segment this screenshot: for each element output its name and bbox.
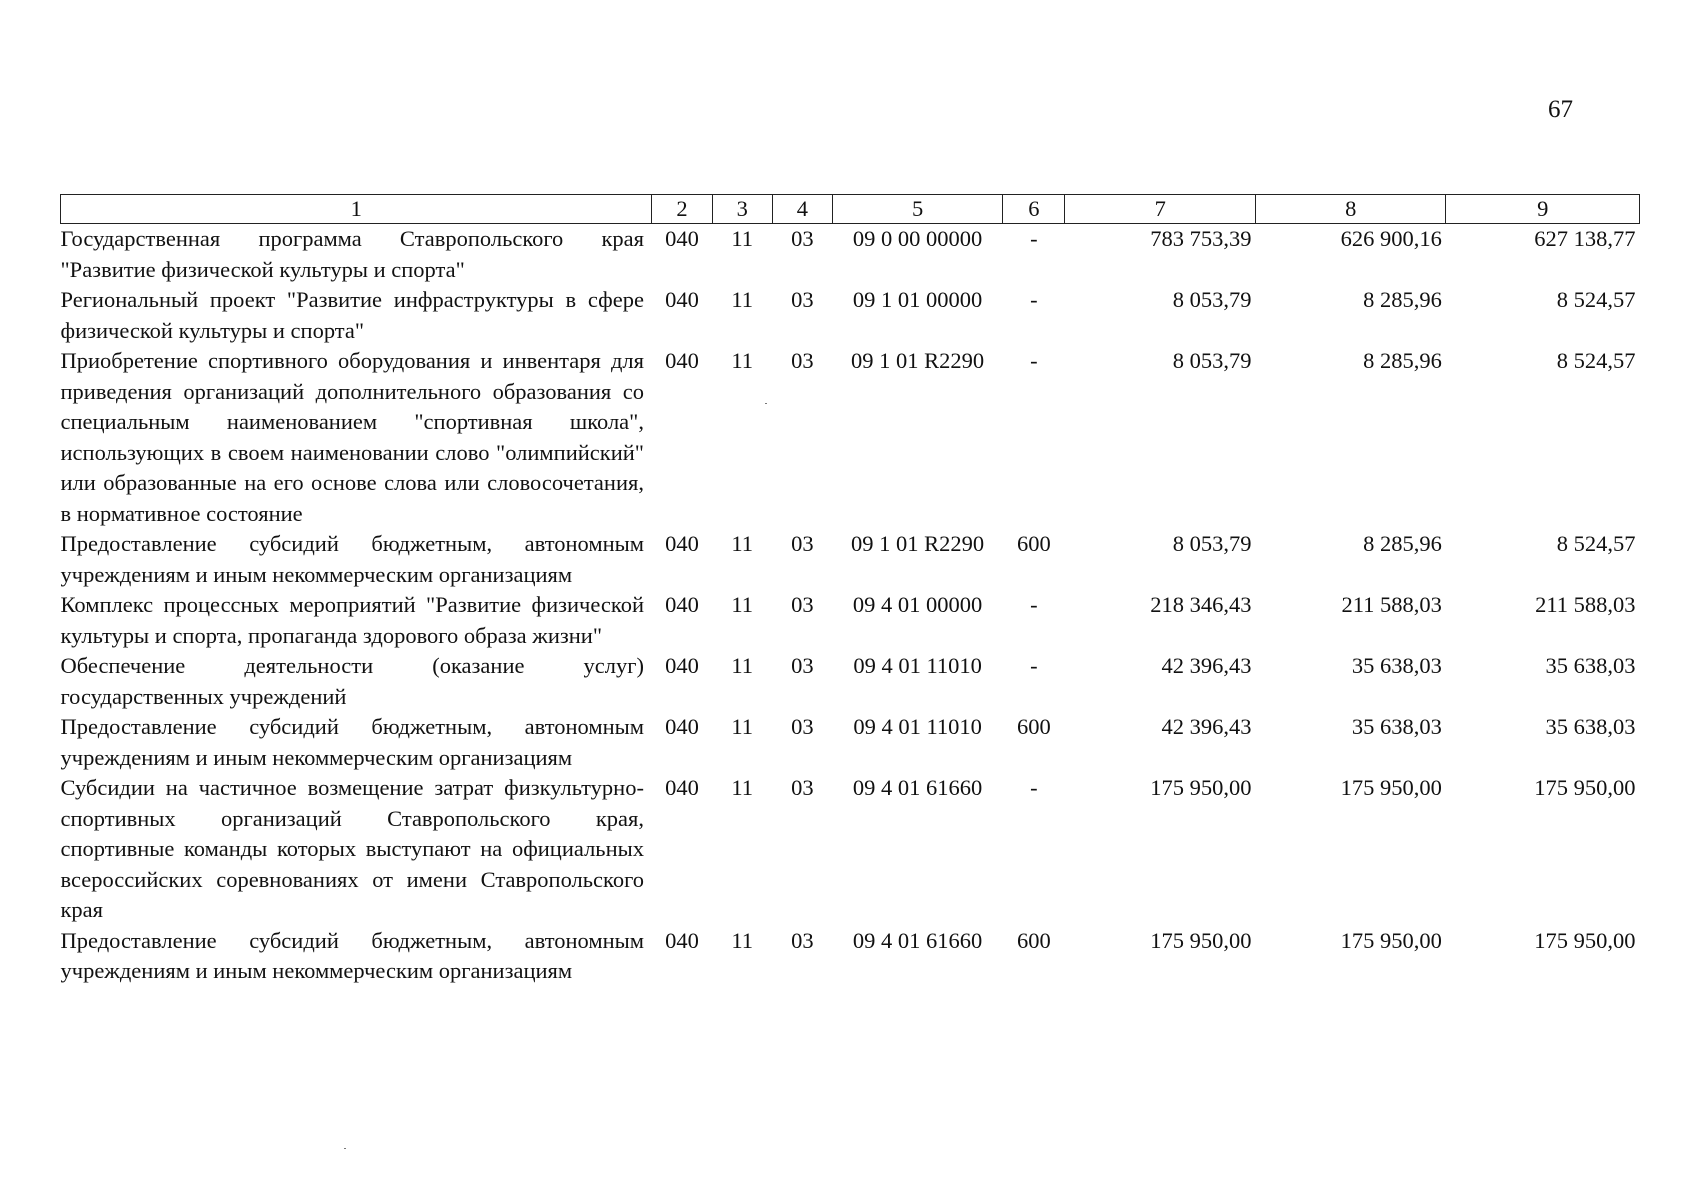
cell-c6: - xyxy=(1030,287,1038,312)
header-cell: 5 xyxy=(832,195,1002,224)
table-row xyxy=(61,285,1640,346)
cell-c2: 040 xyxy=(665,775,699,800)
cell-c2: 040 xyxy=(665,531,699,556)
cell-c8: 8 285,96 xyxy=(1363,531,1442,556)
row-name: Предоставление субсидий бюджетным, автономным учреждениям и иным некоммерческим организациям xyxy=(60,714,644,770)
cell-c7: 8 053,79 xyxy=(1172,348,1252,373)
cell-c8: 35 638,03 xyxy=(1351,653,1442,678)
cell-c6: - xyxy=(1030,775,1038,800)
row-name: Обеспечение деятельности (оказание услуг) государственных учреждений xyxy=(60,653,644,709)
cell-c7: 783 753,39 xyxy=(1150,226,1252,251)
row-name: Приобретение спортивного оборудования и инвентаря для приведения организаций дополнительного образования со специальным наименованием "спортивная школа", использующих в своем наименовании слово "олимпийский" или образованные на его основе слова или словосочетания, в нормативное состояние xyxy=(60,348,644,526)
table-row xyxy=(61,712,1640,773)
cell-c6: 600 xyxy=(1017,714,1051,739)
row-name: Региональный проект "Развитие инфраструктуры в сфере физической культуры и спорта" xyxy=(60,287,644,343)
cell-c4: 03 xyxy=(791,531,814,556)
cell-c5: 09 0 00 00000 xyxy=(852,226,983,251)
cell-c2: 040 xyxy=(665,226,699,251)
cell-c8: 8 285,96 xyxy=(1363,348,1442,373)
cell-c3: 11 xyxy=(731,714,754,739)
cell-c9: 35 638,03 xyxy=(1545,714,1636,739)
cell-c2: 040 xyxy=(665,348,699,373)
table-row xyxy=(61,590,1640,651)
cell-c3: 11 xyxy=(731,592,754,617)
cell-c6: - xyxy=(1030,348,1038,373)
cell-c8: 175 950,00 xyxy=(1340,927,1442,953)
cell-c7: 175 950,00 xyxy=(1150,927,1252,953)
cell-c3: 11 xyxy=(731,531,754,556)
cell-c8: 626 900,16 xyxy=(1340,226,1442,251)
cell-c2: 040 xyxy=(665,592,699,617)
row-name: Государственная программа Ставропольского края "Развитие физической культуры и спорта" xyxy=(60,226,644,282)
cell-c3: 11 xyxy=(731,348,754,373)
cell-c4: 03 xyxy=(791,348,814,373)
cell-c6: - xyxy=(1030,653,1038,678)
cell-c6: - xyxy=(1030,592,1038,617)
cell-c2: 040 xyxy=(665,653,699,678)
cell-c4: 03 xyxy=(791,592,814,617)
row-name: Комплекс процессных мероприятий "Развитие физической культуры и спорта, пропаганда здорового образа жизни" xyxy=(60,592,644,648)
cell-c5: 09 1 01 00000 xyxy=(852,287,983,312)
cell-c8: 175 950,00 xyxy=(1340,775,1442,800)
scan-artifact xyxy=(765,403,767,404)
cell-c4: 03 xyxy=(791,287,814,312)
row-name: Предоставление субсидий бюджетным, автономным учреждениям и иным некоммерческим организациям xyxy=(60,927,644,983)
cell-c2: 040 xyxy=(665,714,699,739)
cell-c7: 42 396,43 xyxy=(1161,714,1252,739)
page-number: 67 xyxy=(1548,96,1573,123)
cell-c7: 42 396,43 xyxy=(1161,653,1252,678)
table-row xyxy=(61,529,1640,590)
cell-c9: 175 950,00 xyxy=(1534,775,1636,800)
cell-c9: 211 588,03 xyxy=(1535,592,1636,617)
cell-c4: 03 xyxy=(791,714,814,739)
cell-c7: 175 950,00 xyxy=(1150,775,1252,800)
scan-artifact xyxy=(344,1148,346,1149)
cell-c9: 8 524,57 xyxy=(1556,531,1636,556)
table-row xyxy=(61,773,1640,926)
cell-c6: 600 xyxy=(1017,531,1051,556)
cell-c5: 09 4 01 00000 xyxy=(852,592,983,617)
cell-c5: 09 4 01 61660 xyxy=(852,927,983,953)
cell-c5: 09 4 01 61660 xyxy=(852,775,983,800)
cell-c5: 09 1 01 R2290 xyxy=(851,531,985,556)
row-name: Предоставление субсидий бюджетным, автономным учреждениям и иным некоммерческим организациям xyxy=(60,531,644,587)
cell-c3: 11 xyxy=(731,226,754,251)
cell-c4: 03 xyxy=(791,226,814,251)
cell-c5: 09 1 01 R2290 xyxy=(851,348,985,373)
cell-c4: 03 xyxy=(791,927,814,953)
header-cell: 3 xyxy=(712,195,772,224)
header-cell: 9 xyxy=(1446,195,1640,224)
table-row xyxy=(61,346,1640,529)
table-row xyxy=(61,926,1640,987)
cell-c9: 175 950,00 xyxy=(1534,927,1636,953)
cell-c8: 211 588,03 xyxy=(1341,592,1442,617)
cell-c4: 03 xyxy=(791,775,814,800)
cell-c5: 09 4 01 11010 xyxy=(853,653,982,678)
cell-c3: 11 xyxy=(731,927,754,953)
cell-c4: 03 xyxy=(791,653,814,678)
header-row xyxy=(61,195,1640,224)
cell-c7: 8 053,79 xyxy=(1172,531,1252,556)
cell-c5: 09 4 01 11010 xyxy=(853,714,982,739)
row-name: Субсидии на частичное возмещение затрат физкультурно-спортивных организаций Ставропольского края, спортивные команды которых выступают на официальных всероссийских соревнованиях от имени Ставропольского края xyxy=(60,775,644,922)
cell-c9: 35 638,03 xyxy=(1545,653,1636,678)
cell-c8: 35 638,03 xyxy=(1351,714,1442,739)
cell-c2: 040 xyxy=(665,927,699,953)
header-cell: 6 xyxy=(1003,195,1065,224)
cell-c3: 11 xyxy=(731,775,754,800)
header-cell: 2 xyxy=(652,195,712,224)
cell-c9: 627 138,77 xyxy=(1534,226,1636,251)
cell-c2: 040 xyxy=(665,287,699,312)
cell-c9: 8 524,57 xyxy=(1556,287,1636,312)
table-row xyxy=(61,651,1640,712)
cell-c6: - xyxy=(1030,226,1038,251)
cell-c9: 8 524,57 xyxy=(1556,348,1636,373)
cell-c7: 8 053,79 xyxy=(1172,287,1252,312)
header-cell: 7 xyxy=(1065,195,1255,224)
header-cell: 1 xyxy=(61,195,652,224)
header-cell: 4 xyxy=(772,195,832,224)
cell-c7: 218 346,43 xyxy=(1150,592,1252,617)
header-cell: 8 xyxy=(1255,195,1445,224)
budget-table xyxy=(60,194,1640,987)
cell-c6: 600 xyxy=(1017,927,1051,953)
cell-c8: 8 285,96 xyxy=(1363,287,1442,312)
cell-c3: 11 xyxy=(731,653,754,678)
cell-c3: 11 xyxy=(731,287,754,312)
table-row xyxy=(61,224,1640,286)
